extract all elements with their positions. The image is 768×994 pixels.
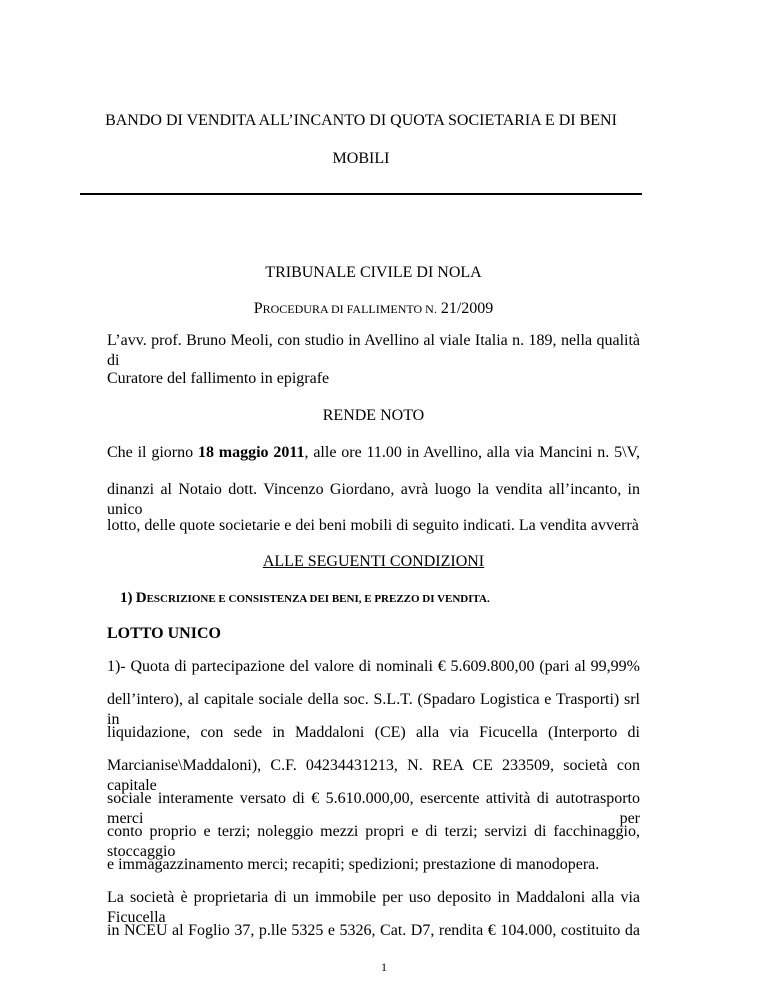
document-title-line-1: BANDO DI VENDITA ALL’INCANTO DI QUOTA SOCIETARIA E DI BENI xyxy=(105,112,617,129)
body-line: e immagazzinamento merci; recapiti; spedizioni; prestazione di manodopera. xyxy=(107,856,600,873)
procedure-initial: P xyxy=(253,300,263,317)
court-name: TRIBUNALE CIVILE DI NOLA xyxy=(265,264,482,281)
lotto-unico-heading: LOTTO UNICO xyxy=(107,625,221,642)
conditions-heading: ALLE SEGUENTI CONDIZIONI xyxy=(262,553,485,570)
rende-noto-heading: RENDE NOTO xyxy=(322,407,425,424)
auction-date: 18 maggio 2011 xyxy=(197,444,305,461)
title-divider xyxy=(80,193,642,195)
body-line: La società è proprietaria di un immobile per uso deposito in Maddaloni alla via Ficucella xyxy=(107,889,640,926)
auction-details: , alle ore 11.00 in Avellino, alla via Mancini n. 5\V, xyxy=(304,444,641,461)
body-line: Marcianise\Maddaloni), C.F. 04234431213, N. REA CE 233509, società con capitale xyxy=(107,757,640,794)
section-1-title-b: E PREZZO DI VENDITA xyxy=(364,593,487,605)
body-line: sociale interamente versato di € 5.610.000,00, esercente attività di autotrasporto merci per xyxy=(107,790,640,827)
body-line: in NCEU al Foglio 37, p.lle 5325 e 5326, Cat. D7, rendita € 104.000, costituito da xyxy=(107,922,640,939)
auction-line-2: dinanzi al Notaio dott. Vincenzo Giordano, avrà luogo la vendita all’incanto, in unico xyxy=(107,481,640,518)
body-line: conto proprio e terzi; noleggio mezzi propri e di terzi; servizi di facchinaggio, stoccaggio xyxy=(107,823,640,860)
section-1-comma: , xyxy=(358,593,365,605)
document-title-line-2: MOBILI xyxy=(332,150,390,167)
section-1-initial: D xyxy=(135,590,147,606)
intro-line-2: Curatore del fallimento in epigrafe xyxy=(107,370,330,387)
procedure-n: N. xyxy=(425,302,437,316)
body-line: dell’intero), al capitale sociale della soc. S.L.T. (Spadaro Logistica e Trasporti) srl in xyxy=(107,691,640,728)
section-1-period: . xyxy=(487,593,490,605)
auction-intro: Che il giorno xyxy=(107,444,198,461)
intro-line-1: L’avv. prof. Bruno Meoli, con studio in Avellino al viale Italia n. 189, nella qualità di xyxy=(107,332,640,369)
section-1-title-a: ESCRIZIONE E CONSISTENZA DEI BENI xyxy=(146,593,359,605)
body-line: 1)- Quota di partecipazione del valore di nominali € 5.609.800,00 (pari al 99,99% xyxy=(107,658,640,675)
procedure-number: 21/2009 xyxy=(436,300,494,317)
page-number: 1 xyxy=(381,960,387,974)
auction-line-1 xyxy=(107,443,640,463)
section-1-heading xyxy=(120,588,490,609)
body-line: liquidazione, con sede in Maddaloni (CE) alla via Ficucella (Interporto di xyxy=(107,724,640,741)
procedure-line xyxy=(107,299,640,319)
section-1-number: 1) xyxy=(120,590,133,606)
procedure-label: ROCEDURA DI FALLIMENTO xyxy=(262,302,426,316)
auction-line-3: lotto, delle quote societarie e dei beni mobili di seguito indicati. La vendita avverrà xyxy=(107,517,639,534)
